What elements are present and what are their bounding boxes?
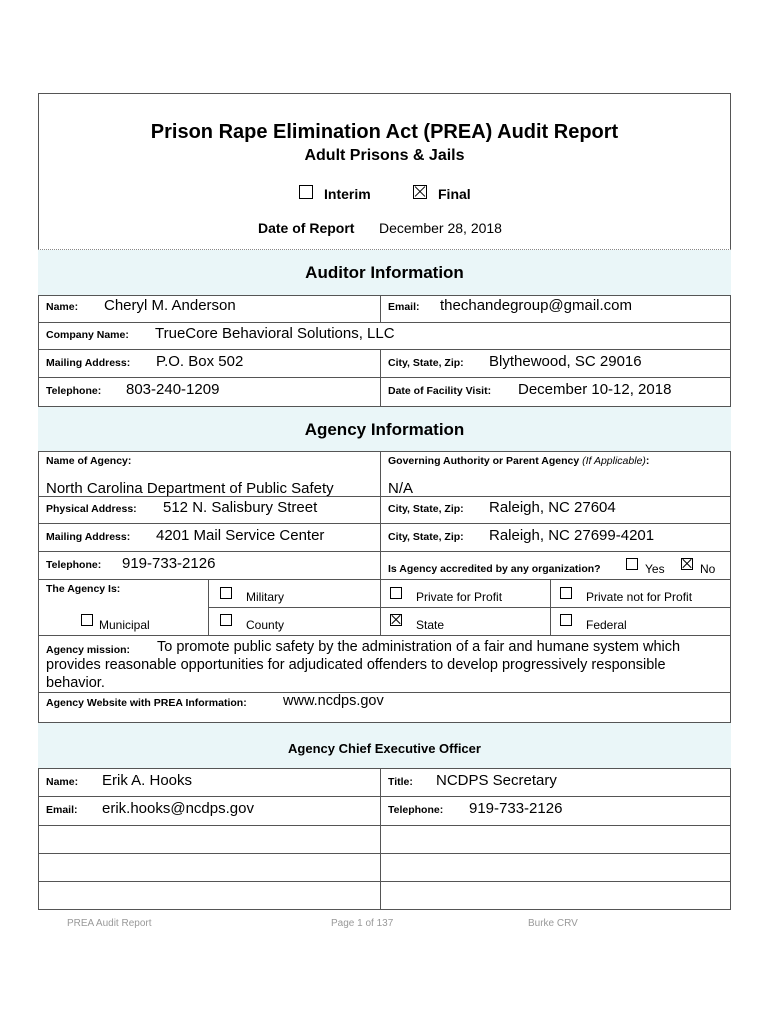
auditor-email-value[interactable]: thechandegroup@gmail.com — [440, 297, 633, 314]
company-name-label: Company Name: — [46, 329, 129, 341]
agency-phone-value[interactable]: 919-733-2126 — [122, 555, 216, 572]
column-divider — [380, 349, 381, 406]
county-label: County — [246, 618, 285, 632]
divider — [38, 496, 731, 497]
private-not-for-profit-label: Private not for Profit — [586, 590, 693, 604]
physical-address-value[interactable]: 512 N. Salisbury Street — [163, 499, 318, 516]
auditor-email-label: Email: — [388, 301, 420, 313]
final-label: Final — [438, 186, 471, 202]
agency-name-value[interactable]: North Carolina Department of Public Safety — [46, 480, 334, 497]
federal-checkbox[interactable] — [560, 614, 572, 626]
column-divider — [380, 451, 381, 579]
column-divider — [380, 768, 381, 909]
accredited-yes-checkbox[interactable] — [626, 558, 638, 570]
agency-mission-line1[interactable]: To promote public safety by the administration of a fair and humane system which — [157, 639, 681, 655]
agency-website-label: Agency Website with PREA Information: — [46, 697, 247, 709]
auditor-mailing-value[interactable]: P.O. Box 502 — [156, 353, 244, 370]
governing-authority-hint: (If Applicable) — [582, 455, 646, 467]
ceo-title-value[interactable]: NCDPS Secretary — [436, 772, 557, 789]
column-divider — [380, 579, 381, 635]
auditor-city-value[interactable]: Blythewood, SC 29016 — [489, 353, 642, 370]
divider — [38, 349, 731, 350]
divider — [38, 853, 731, 854]
agency-mailing-value[interactable]: 4201 Mail Service Center — [156, 527, 325, 544]
column-divider — [550, 579, 551, 635]
auditor-heading: Auditor Information — [305, 263, 464, 282]
auditor-name-value[interactable]: Cheryl M. Anderson — [104, 297, 236, 314]
accredited-yes-label: Yes — [645, 562, 665, 576]
ceo-name-label: Name: — [46, 776, 79, 788]
ceo-email-label: Email: — [46, 804, 78, 816]
ceo-phone-label: Telephone: — [388, 804, 444, 816]
divider — [38, 796, 731, 797]
agency-phone-label: Telephone: — [46, 559, 102, 571]
municipal-checkbox[interactable] — [81, 614, 93, 626]
divider — [38, 768, 731, 769]
agency-name-label: Name of Agency: — [46, 455, 132, 467]
agency-heading: Agency Information — [304, 420, 465, 439]
agency-mission-line2[interactable]: provides reasonable opportunities for adjudicated offenders to develop progressively responsible — [46, 657, 666, 673]
date-of-report-label: Date of Report — [258, 220, 355, 236]
auditor-name-label: Name: — [46, 301, 79, 313]
footer-left: PREA Audit Report — [67, 918, 152, 929]
ceo-email-value[interactable]: erik.hooks@ncdps.gov — [102, 800, 254, 817]
column-divider — [380, 295, 381, 322]
footer-page-number: Page 1 of 137 — [331, 918, 394, 929]
column-divider — [208, 579, 209, 635]
divider — [208, 607, 731, 608]
agency-mission-line3[interactable]: behavior. — [46, 675, 105, 691]
divider — [38, 825, 731, 826]
ceo-phone-value[interactable]: 919-733-2126 — [469, 800, 563, 817]
interim-checkbox[interactable] — [299, 185, 313, 199]
ceo-title-label: Title: — [388, 776, 413, 788]
divider — [38, 551, 731, 552]
facility-visit-value[interactable]: December 10-12, 2018 — [518, 381, 672, 398]
county-checkbox[interactable] — [220, 614, 232, 626]
divider — [38, 635, 731, 636]
agency-is-label: The Agency Is: — [46, 583, 121, 595]
federal-label: Federal — [586, 618, 627, 632]
divider — [38, 295, 731, 296]
agency-mission-label: Agency mission: — [46, 644, 131, 656]
state-label: State — [416, 618, 445, 632]
agency-mailing-city-value[interactable]: Raleigh, NC 27699-4201 — [489, 527, 655, 544]
report-subtitle: Adult Prisons & Jails — [304, 147, 465, 164]
governing-authority-label — [388, 455, 649, 467]
governing-authority-value[interactable]: N/A — [388, 480, 414, 497]
auditor-mailing-label: Mailing Address: — [46, 357, 131, 369]
private-for-profit-label: Private for Profit — [416, 590, 503, 604]
physical-address-label: Physical Address: — [46, 503, 137, 515]
private-for-profit-checkbox[interactable] — [390, 587, 402, 599]
report-title: Prison Rape Elimination Act (PREA) Audit Report — [150, 121, 619, 143]
divider — [38, 881, 731, 882]
accredited-no-label: No — [700, 562, 716, 576]
accredited-label: Is Agency accredited by any organization? — [388, 563, 601, 575]
interim-label: Interim — [324, 186, 371, 202]
ceo-name-value[interactable]: Erik A. Hooks — [102, 772, 193, 789]
municipal-label: Municipal — [99, 618, 150, 632]
final-checkbox[interactable] — [413, 185, 427, 199]
agency-mailing-city-label: City, State, Zip: — [388, 531, 464, 543]
physical-city-label: City, State, Zip: — [388, 503, 464, 515]
footer-right: Burke CRV — [528, 918, 578, 929]
military-label: Military — [246, 590, 284, 604]
divider — [38, 692, 731, 693]
divider — [38, 322, 731, 323]
auditor-phone-value[interactable]: 803-240-1209 — [126, 381, 220, 398]
governing-authority-colon: : — [645, 455, 650, 467]
governing-authority-text: Governing Authority or Parent Agency — [388, 455, 580, 467]
divider — [38, 451, 731, 452]
divider — [38, 579, 731, 580]
divider — [38, 523, 731, 524]
physical-city-value[interactable]: Raleigh, NC 27604 — [489, 499, 616, 516]
agency-website-value[interactable]: www.ncdps.gov — [283, 693, 384, 709]
private-not-for-profit-checkbox[interactable] — [560, 587, 572, 599]
date-of-report-value[interactable]: December 28, 2018 — [379, 220, 502, 236]
auditor-city-label: City, State, Zip: — [388, 357, 464, 369]
agency-mailing-label: Mailing Address: — [46, 531, 131, 543]
state-checkbox[interactable] — [390, 614, 402, 626]
ceo-heading: Agency Chief Executive Officer — [288, 741, 481, 756]
facility-visit-label: Date of Facility Visit: — [388, 385, 492, 397]
accredited-no-checkbox[interactable] — [681, 558, 693, 570]
divider — [38, 377, 731, 378]
military-checkbox[interactable] — [220, 587, 232, 599]
company-name-value[interactable]: TrueCore Behavioral Solutions, LLC — [155, 325, 395, 342]
auditor-phone-label: Telephone: — [46, 385, 102, 397]
